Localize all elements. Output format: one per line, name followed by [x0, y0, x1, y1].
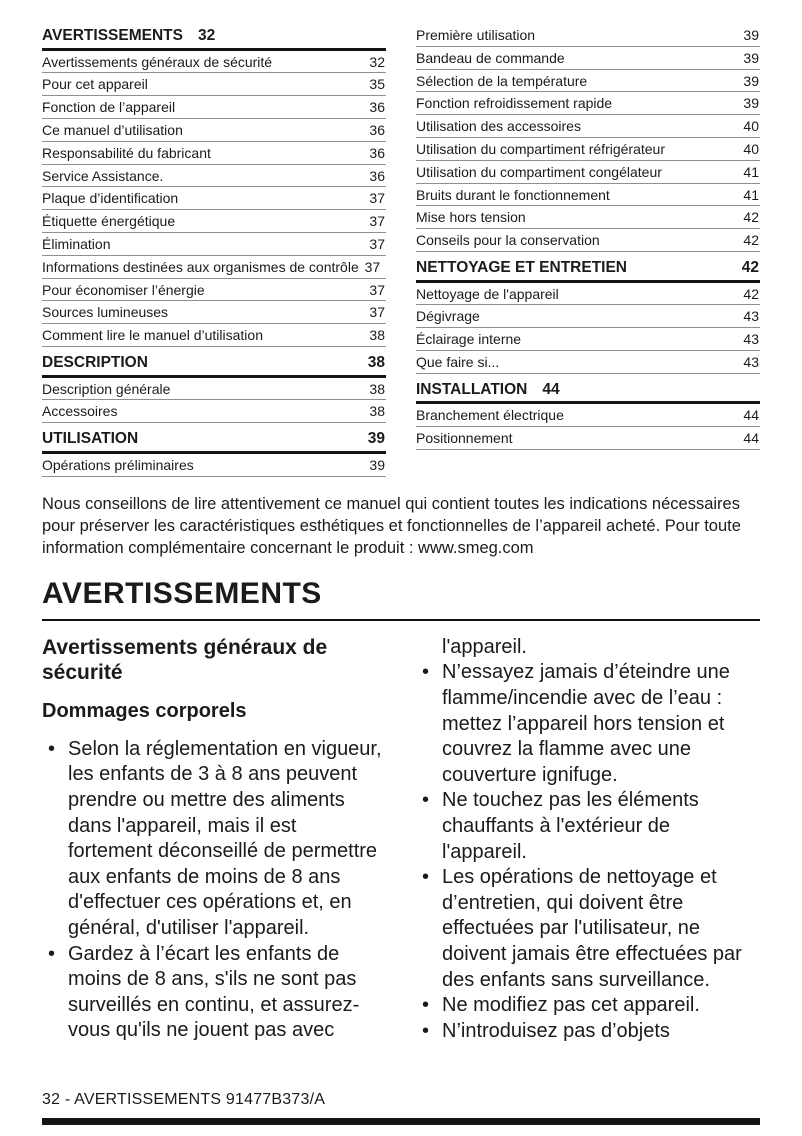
toc-entry-label: Première utilisation: [416, 27, 536, 43]
toc-row: [416, 161, 760, 184]
toc-entry-page: 37: [369, 235, 385, 252]
toc-entry-label: Conseils pour la conservation: [416, 232, 600, 249]
bullet-item: [416, 1019, 760, 1045]
toc-row: [416, 351, 760, 374]
right-bullet-list: [416, 660, 760, 1044]
toc-row: [416, 115, 760, 138]
toc-entry-label: Mise hors tension: [416, 209, 526, 226]
toc-entry-page: 38: [367, 353, 385, 371]
toc-row: [42, 51, 386, 74]
toc-row: [42, 378, 386, 401]
toc-entry-page: 37: [369, 304, 385, 321]
bullet-icon: •: [422, 661, 430, 684]
toc-entry-page: 42: [743, 232, 759, 249]
toc-entry-label: Ce manuel d’utilisation: [42, 121, 183, 138]
toc-entry-label: NETTOYAGE ET ENTRETIEN: [416, 258, 628, 276]
toc-row: [416, 283, 760, 306]
bullet-item: [416, 660, 760, 788]
toc-entry-page: 42: [743, 209, 759, 226]
body-columns: [42, 635, 760, 1045]
toc-entry-page: 32: [369, 53, 385, 70]
toc-entry-label: Élimination: [42, 235, 111, 252]
title-divider: [42, 619, 760, 621]
toc-entry-page: 36: [369, 144, 385, 161]
toc-entry-page: 42: [741, 258, 759, 276]
toc-entry-label: Accessoires: [42, 403, 118, 420]
bullet-text: N’introduisez pas d’objets: [442, 1019, 670, 1042]
toc-entry-label: Bruits durant le fonctionnement: [416, 186, 610, 203]
toc-row: [42, 233, 386, 256]
toc-entry-label: Avertissements généraux de sécurité: [42, 53, 273, 70]
toc-entry-label: Pour économiser l’énergie: [42, 281, 205, 298]
toc-entry-label: Étiquette énergétique: [42, 213, 176, 230]
toc-row: [42, 187, 386, 210]
section-heading: Avertissements généraux de sécurité: [42, 635, 328, 685]
toc-row: [416, 252, 760, 283]
bullet-icon: •: [422, 789, 430, 812]
bullet-item: [416, 993, 760, 1019]
toc-entry-page: 39: [743, 95, 759, 112]
toc-entry-page: 44: [542, 380, 560, 398]
toc-entry-label: INSTALLATION: [416, 380, 528, 398]
body-right-column: [416, 635, 760, 1045]
toc-entry-label: Plaque d’identification: [42, 190, 179, 207]
toc-entry-label: UTILISATION: [42, 430, 139, 448]
toc-row: [416, 305, 760, 328]
toc-entry-label: Sources lumineuses: [42, 304, 169, 321]
toc-row: [416, 138, 760, 161]
toc-entry-page: 37: [369, 213, 385, 230]
toc-entry-page: 32: [197, 27, 216, 44]
toc-entry-label: Comment lire le manuel d’utilisation: [42, 327, 263, 344]
page-footer: [42, 1091, 760, 1125]
bullet-item: [42, 737, 386, 942]
bullet-text: Les opérations de nettoyage et d’entretien, qui doivent être effectuées par l'utilisateur, ne doivent jamais être effectuées par des enfants sans surveillance.: [442, 866, 742, 991]
toc-row: [416, 374, 760, 405]
footer-text: 32 - AVERTISSEMENTS 91477B373/A: [42, 1091, 326, 1108]
bullet-icon: •: [422, 994, 430, 1017]
toc-row: [42, 26, 386, 51]
toc-entry-label: Que faire si...: [416, 353, 500, 370]
toc-entry-page: 35: [369, 76, 385, 93]
toc-entry-label: Opérations préliminaires: [42, 456, 194, 473]
toc-entry-label: Sélection de la température: [416, 72, 588, 89]
toc-entry-page: 40: [743, 140, 759, 157]
toc-entry-label: Responsabilité du fabricant: [42, 144, 211, 161]
toc-row: [416, 206, 760, 229]
bullet-text: Ne modifiez pas cet appareil.: [442, 994, 700, 1017]
toc-entry-page: 38: [369, 327, 385, 344]
toc-row: [416, 26, 760, 47]
page-title: AVERTISSEMENTS: [42, 576, 322, 610]
bullet-icon: •: [422, 1019, 430, 1042]
toc-entry-page: 40: [743, 118, 759, 135]
bullet-text: N’essayez jamais d’éteindre une flamme/incendie avec de l’eau : mettez l’appareil hors tension et couvrez la flamme avec une couverture ignifuge.: [442, 661, 730, 786]
left-bullet-list: [42, 737, 386, 1044]
toc-entry-label: Fonction refroidissement rapide: [416, 95, 613, 112]
toc-row: [42, 119, 386, 142]
toc-entry-label: Informations destinées aux organismes de contrôle: [42, 258, 359, 275]
bullet-text: Selon la réglementation en vigueur, les enfants de 3 à 8 ans peuvent prendre ou mettre des aliments dans l'appareil, mais il est fortement déconseillé de permettre aux enfants de moins de 8 ans d'effectuer ces opérations et, en général, d'utiliser l'appareil.: [68, 737, 382, 939]
bullet-item: [42, 942, 386, 1044]
toc-entry-page: 36: [369, 167, 385, 184]
intro-paragraph: Nous conseillons de lire attentivement ce manuel qui contient toutes les indications nécessaires pour préserver les caractéristiques esthétiques et fonctionnelles de l’appareil acheté. Pour toute information complémentaire concernant le produit : www.smeg.com: [42, 494, 741, 557]
bullet-icon: •: [48, 737, 56, 760]
toc-row: [42, 423, 386, 454]
toc-entry-label: Nettoyage de l'appareil: [416, 285, 559, 302]
toc-entry-label: Utilisation du compartiment réfrigérateur: [416, 140, 665, 157]
toc-row: [42, 301, 386, 324]
toc-row: [416, 184, 760, 207]
toc-row: [42, 210, 386, 233]
toc-entry-page: 41: [743, 186, 759, 203]
table-of-contents: [42, 26, 760, 477]
toc-row: [416, 47, 760, 70]
toc-row: [416, 427, 760, 450]
toc-row: [42, 454, 386, 477]
toc-entry-page: 38: [369, 403, 385, 420]
toc-row: [416, 404, 760, 427]
toc-entry-page: 38: [369, 380, 385, 397]
toc-row: [42, 165, 386, 188]
toc-entry-label: Utilisation des accessoires: [416, 118, 581, 135]
toc-row: [416, 328, 760, 351]
toc-row: [42, 256, 386, 279]
footer-bar: [42, 1118, 760, 1125]
body-left-column: [42, 635, 386, 1045]
bullet-icon: •: [48, 942, 56, 965]
toc-entry-page: 44: [743, 407, 759, 424]
toc-entry-label: Fonction de l’appareil: [42, 99, 176, 116]
toc-entry-page: 41: [743, 163, 759, 180]
toc-entry-label: Service Assistance.: [42, 167, 164, 184]
toc-entry-label: Description générale: [42, 380, 171, 397]
toc-entry-label: Bandeau de commande: [416, 49, 565, 66]
toc-entry-page: 37: [369, 281, 385, 298]
toc-entry-page: 43: [743, 331, 759, 348]
toc-row: [416, 229, 760, 252]
toc-entry-page: 43: [743, 308, 759, 325]
toc-right-column: [416, 26, 760, 477]
bullet-icon: •: [422, 866, 430, 889]
toc-entry-page: 36: [369, 99, 385, 116]
toc-row: [42, 400, 386, 423]
toc-entry-page: 37: [369, 190, 385, 207]
toc-entry-label: Positionnement: [416, 430, 513, 447]
bullet-text: Ne touchez pas les éléments chauffants à l'extérieur de l'appareil.: [442, 789, 699, 863]
toc-entry-page: 39: [743, 72, 759, 89]
toc-entry-page: 39: [369, 456, 385, 473]
toc-entry-label: Éclairage interne: [416, 331, 522, 348]
toc-row: [416, 70, 760, 93]
bullet-text: Gardez à l’écart les enfants de moins de 8 ans, s'ils ne sont pas surveillés en continu, et assurez-vous qu'ils ne jouent pas avec: [68, 942, 360, 1042]
toc-entry-page: 42: [743, 285, 759, 302]
toc-entry-page: 37: [364, 258, 381, 275]
toc-row: [42, 96, 386, 119]
toc-row: [42, 142, 386, 165]
toc-entry-page: 39: [367, 430, 385, 448]
toc-entry-label: Dégivrage: [416, 308, 480, 325]
toc-left-column: [42, 26, 386, 477]
toc-row: [42, 279, 386, 302]
toc-row: [416, 92, 760, 115]
toc-entry-label: Branchement électrique: [416, 407, 564, 424]
toc-row: [42, 73, 386, 96]
toc-entry-label: Utilisation du compartiment congélateur: [416, 163, 662, 180]
toc-entry-label: DESCRIPTION: [42, 353, 148, 371]
toc-entry-page: 39: [743, 49, 759, 66]
toc-entry-page: 44: [743, 430, 759, 447]
toc-entry-page: 39: [743, 27, 759, 43]
bullet-item: [416, 788, 760, 865]
toc-entry-page: 36: [369, 121, 385, 138]
subsection-heading: Dommages corporels: [42, 700, 247, 723]
toc-entry-label: Pour cet appareil: [42, 76, 148, 93]
toc-entry-label: AVERTISSEMENTS: [42, 27, 183, 44]
toc-row: [42, 347, 386, 378]
toc-row: [42, 324, 386, 347]
continuation-text: l'appareil.: [442, 635, 527, 658]
bullet-item: [416, 865, 760, 993]
toc-entry-page: 43: [743, 353, 759, 370]
